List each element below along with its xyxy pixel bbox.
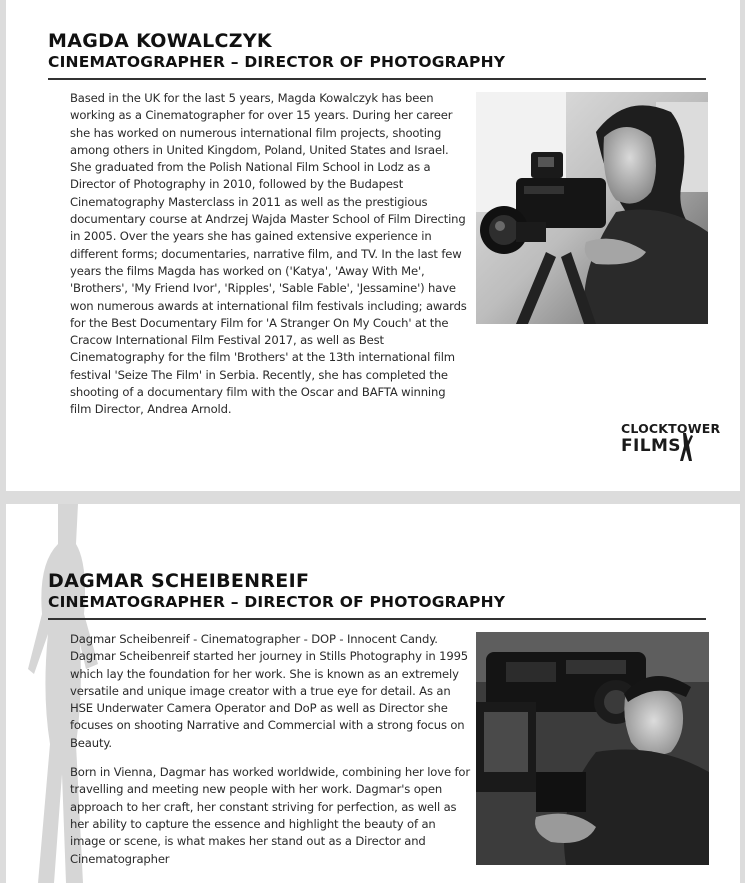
- divider: [48, 618, 706, 620]
- profile-photo: [476, 92, 708, 324]
- divider: [48, 78, 706, 80]
- bio-paragraph: Dagmar Scheibenreif - Cinematographer - DOP - Innocent Candy. Dagmar Scheibenreif started her journey in Stills Photography in 1995 which lay the foundation for her work. She is known as an extremely versatile and unique image creator with a true eye for detail. As an HSE Underwater Camera Operator and DoP as well as Director she focuses on shooting Narrative and Commercial with a strong focus on Beauty.: [70, 632, 469, 750]
- bio-paragraph: Born in Vienna, Dagmar has worked worldwide, combining her love for travelling and meeting new people with her work. Dagmar's open approach to her craft, her constant striving for perfection, as well as her ability to capture the essence and highlight the beauty of an image or scene, is what makes her stand out as a Director and Cinematographer: [70, 765, 470, 866]
- profile-page-magda: [6, 0, 740, 491]
- profile-name: MAGDA KOWALCZYK: [48, 30, 272, 52]
- photo-camera-operator: [476, 632, 709, 865]
- photo-camera-operator: [476, 92, 708, 324]
- logo-line1: CLOCKTOWER: [621, 421, 721, 436]
- profile-role: CINEMATOGRAPHER – DIRECTOR OF PHOTOGRAPHY: [48, 53, 506, 71]
- profile-bio: [70, 631, 470, 868]
- profile-bio: [70, 90, 470, 419]
- logo-line2: FILMS: [621, 436, 681, 456]
- bio-paragraph: Based in the UK for the last 5 years, Magda Kowalczyk has been working as a Cinematographer for over 15 years. During her career she has worked on numerous international film projects, shooting among others in United Kingdom, Poland, United States and Israel. She graduated from the Polish National Film School in Lodz as a Director of Photography in 2010, followed by the Budapest Cinematography Masterclass in 2011 as well as the prestigious documentary course at Andrzej Wajda Master School of Film Directing in 2005. Over the years she has gained extensive experience in different forms; documentaries, narrative film, and TV. In the last few years the films Magda has worked on ('Katya', 'Away With Me', 'Brothers', 'My Friend Ivor', 'Ripples', 'Sable Fable', 'Jessamine') have won numerous awards at international film festivals including; awards for the Best Documentary Film for 'A Stranger On My Couch' at the Cracow International Film Festival 2017, as well as Best Cinematography for the film 'Brothers' at the 13th international film festival 'Seize The Film' in Serbia. Recently, she has completed the shooting of a documentary film with the Oscar and BAFTA winning film Director, Andrea Arnold.: [70, 91, 467, 417]
- clocktower-films-logo: [621, 421, 731, 471]
- profile-photo: [476, 632, 709, 865]
- profile-page-dagmar: [6, 504, 740, 883]
- profile-name: DAGMAR SCHEIBENREIF: [48, 570, 310, 592]
- logo-figure-icon: [677, 431, 699, 463]
- profile-role: CINEMATOGRAPHER – DIRECTOR OF PHOTOGRAPHY: [48, 593, 506, 611]
